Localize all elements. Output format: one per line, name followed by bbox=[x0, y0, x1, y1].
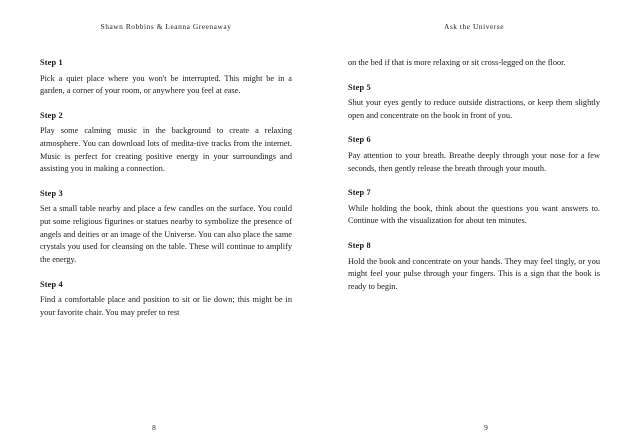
continued-paragraph: on the bed if that is more relaxing or sit cross-legged on the floor. bbox=[348, 58, 566, 67]
right-page bbox=[320, 0, 640, 448]
step-body-7: While holding the book, think about the questions you want answers to. Continue with the visualization for about ten minutes. bbox=[348, 203, 600, 226]
step-body-6: Pay attention to your breath. Breathe deeply through your nose for a few seconds, then gently release the breath through your mouth. bbox=[348, 151, 600, 173]
step-body-4: Find a comfortable place and position to sit or lie down; this might be in your favorite chair. You may prefer to rest bbox=[40, 295, 292, 317]
step-body-5: Shut your eyes gently to reduce outside distractions, or keep them slightly open and concentrate on the book in front of you. bbox=[348, 98, 600, 120]
left-page-folio-number: 8 bbox=[152, 423, 156, 432]
step-heading-8: Step 8 bbox=[348, 241, 371, 251]
step-body-2: Play some calming music in the background to create a relaxing atmosphere. You can download lots of medita-tive tracks from the internet. Music is perfect for creating positive energy in your surroundings and assisting you in making a connection. bbox=[40, 126, 292, 174]
right-page-folio-number: 9 bbox=[484, 423, 488, 432]
left-page-folio bbox=[0, 423, 320, 432]
step-body-1: Pick a quiet place where you won't be interrupted. This might be in a garden, a corner of your room, or anywhere you feel at ease. bbox=[40, 73, 292, 96]
step-heading-1: Step 1 bbox=[40, 58, 63, 67]
step-heading-6: Step 6 bbox=[348, 135, 371, 145]
step-heading-2: Step 2 bbox=[40, 110, 63, 120]
left-page-running-head: Shawn Robbins & Leanna Greenaway bbox=[100, 22, 232, 31]
step-body-3: Set a small table nearby and place a few candles on the surface. You could put some religious figurines or statues nearby to symbolize the presence of angels and deities or an image of the Universe. You can also place the same crystals you used for cleansing on the table. These will continue to amplify the energy. bbox=[40, 204, 292, 264]
step-body-8: Hold the book and concentrate on your hands. They may feel tingly, or you might feel your pulse through your fingers. This is a sign that the book is ready to begin. bbox=[348, 256, 600, 291]
step-heading-7: Step 7 bbox=[348, 188, 371, 198]
right-page-running-head: Ask the Universe bbox=[443, 22, 505, 31]
step-heading-3: Step 3 bbox=[40, 188, 63, 198]
step-heading-4: Step 4 bbox=[40, 279, 63, 289]
left-page-text-column bbox=[40, 57, 292, 319]
right-page-folio bbox=[320, 423, 640, 432]
right-page-text-column bbox=[348, 57, 600, 294]
step-heading-5: Step 5 bbox=[348, 82, 371, 92]
